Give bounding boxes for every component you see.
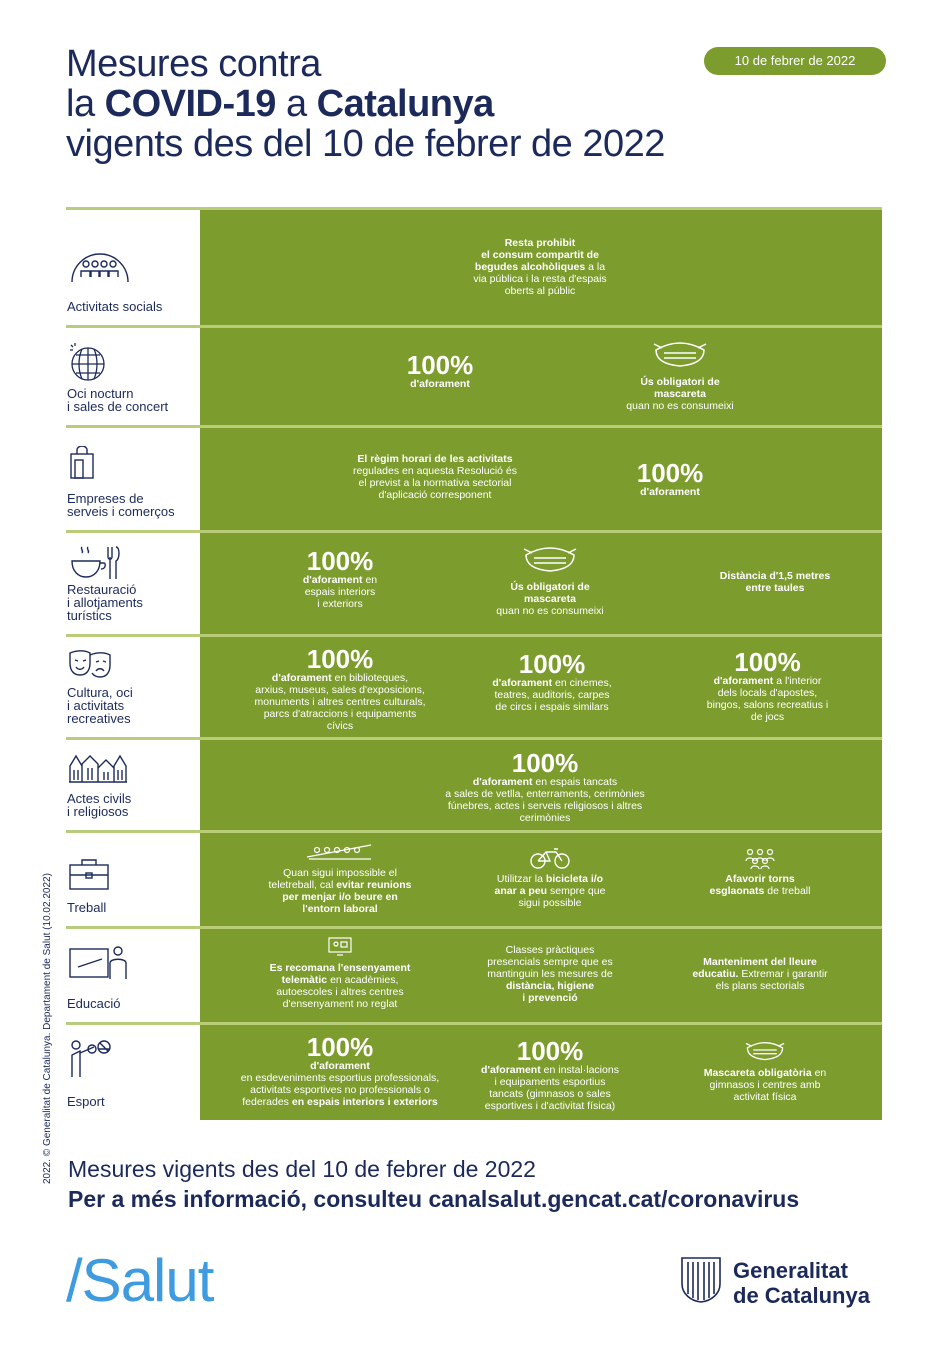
measure-bicycle: Utilitzar la bicicleta i/o anar a peu sempre que sigui possible [480,847,620,909]
measure-leisure: Manteniment del lleure educatiu. Extremar i garantir els plans sectorials [692,956,828,992]
disco-ball-icon [68,340,128,380]
team-icon [742,847,778,869]
briefcase-icon [68,857,128,897]
category-label: Oci nocturn i sales de concert [67,386,169,414]
mask-icon [518,543,582,573]
category-label: Treball [67,900,107,915]
measure-capacity-cultural: 100% d'aforament en biblioteques, arxius, museus, sales d'exposicions, monuments i altres centres culturals, parcs d'atraccions i equipaments cívics [254,644,426,732]
shopping-bag-icon [68,446,128,486]
generalitat-logo-text: Generalitat de Catalunya [733,1258,870,1308]
footer-more-info: Per a més informació, consulteu canalsalut.gencat.cat/coronavirus [68,1186,800,1212]
measure-mask: Mascareta obligatòria en gimnasos i centres amb activitat física [690,1039,840,1103]
row-actes-civils [66,737,882,830]
generalitat-shield-icon [680,1254,722,1304]
measure-hours: El règim horari de les activitats regulades en aquesta Resolució és el previst a la normativa sectorial d'aplicació corresponent [352,453,518,501]
category-label: Cultura, oci i activitats recreatives [67,685,133,726]
category-label: Activitats socials [67,299,163,314]
title-line-3: vigents des del 10 de febrer de 2022 [66,123,665,165]
measure-capacity-facilities: 100% d'aforament en instal·lacions i equipaments esportius tancats (gimnasos o sales esportives i d'activitat física) [481,1036,619,1112]
row-educacio [66,926,882,1022]
salut-logo: /Salut [66,1247,214,1314]
measure-distance: Distància d'1,5 metres entre taules [719,570,831,594]
category-label: Actes civils i religiosos [67,791,132,819]
date-badge: 10 de febrer de 2022 [704,47,886,75]
cutlery-icon [68,545,128,585]
church-icon [68,752,128,792]
measure-remote-teaching: Es recomana l'ensenyament telemàtic en acadèmies, autoescoles i altres centres d'ensenyament no reglat [255,936,425,1010]
bicycle-icon [530,847,570,869]
category-label: Empreses de serveis i comerços [67,491,175,519]
category-label: Educació [67,996,121,1011]
measure-mask: Ús obligatori de mascareta quan no es consumeixi [605,338,755,412]
title-line-1: Mesures contra [66,43,321,85]
measure-capacity: 100% d'aforament en espais tancats a sales de vetlla, enterraments, cerimònies fúnebres, actes i serveis religiosos i altres cerimònies [445,748,645,824]
row-oci-nocturn [66,325,882,425]
copyright-credit: 2022. © Generalitat de Catalunya. Departament de Salut (10.02.2022) [42,873,53,1184]
measure-capacity-gaming: 100% d'aforament a l'interior dels locals d'apostes, bingos, salons recreatius i de jocs [706,647,829,723]
mask-icon [648,338,712,368]
footer-dates: Mesures vigents des del 10 de febrer de 2022 [68,1156,536,1182]
title-line-2: la COVID-19 a Catalunya [66,83,494,125]
category-label: Esport [67,1094,105,1109]
audience-icon [68,244,128,284]
sport-icon [68,1039,128,1079]
row-cultura [66,634,882,737]
row-activitats-socials [66,207,882,325]
row-empreses-serveis [66,425,882,530]
measure-alcohol: Resta prohibit el consum compartit de begudes alcohòliques a la via pública i la resta d'espais oberts al públic [473,237,607,297]
teacher-icon [68,943,128,983]
measure-capacity: 100% d'aforament en espais interiors i exteriors [302,546,378,610]
measure-practical-classes: Classes pràctiques presencials sempre que es mantinguin les mesures de distància, higiene i prevenció [487,944,613,1004]
measure-capacity-cinemas: 100% d'aforament en cinemes, teatres, auditoris, carpes de circs i espais similars [492,649,612,713]
row-esport [66,1022,882,1120]
measure-shifts: Afavorir torns esglaonats de treball [690,847,830,897]
category-label: Restauració i allotjaments turístics [67,582,143,623]
meeting-icon [305,843,375,861]
measure-mask: Ús obligatori de mascareta quan no es consumeixi [475,543,625,617]
measures-table [66,207,882,1120]
measure-capacity: 100% d'aforament [406,350,474,390]
measure-capacity: 100% d'aforament [636,458,704,498]
mask-icon [741,1039,789,1061]
row-restauracio [66,530,882,634]
measure-capacity-events: 100% d'aforament en esdeveniments esportius professionals, activitats esportives no professionals o federades en espais interiors i exteriors [240,1032,440,1108]
screen-icon [327,936,353,956]
row-treball [66,830,882,926]
theatre-masks-icon [68,649,128,689]
page-title [66,44,665,164]
measure-telework: Quan sigui impossible el teletreball, cal evitar reunions per menjar i/o beure en l'entorn laboral [260,843,420,915]
